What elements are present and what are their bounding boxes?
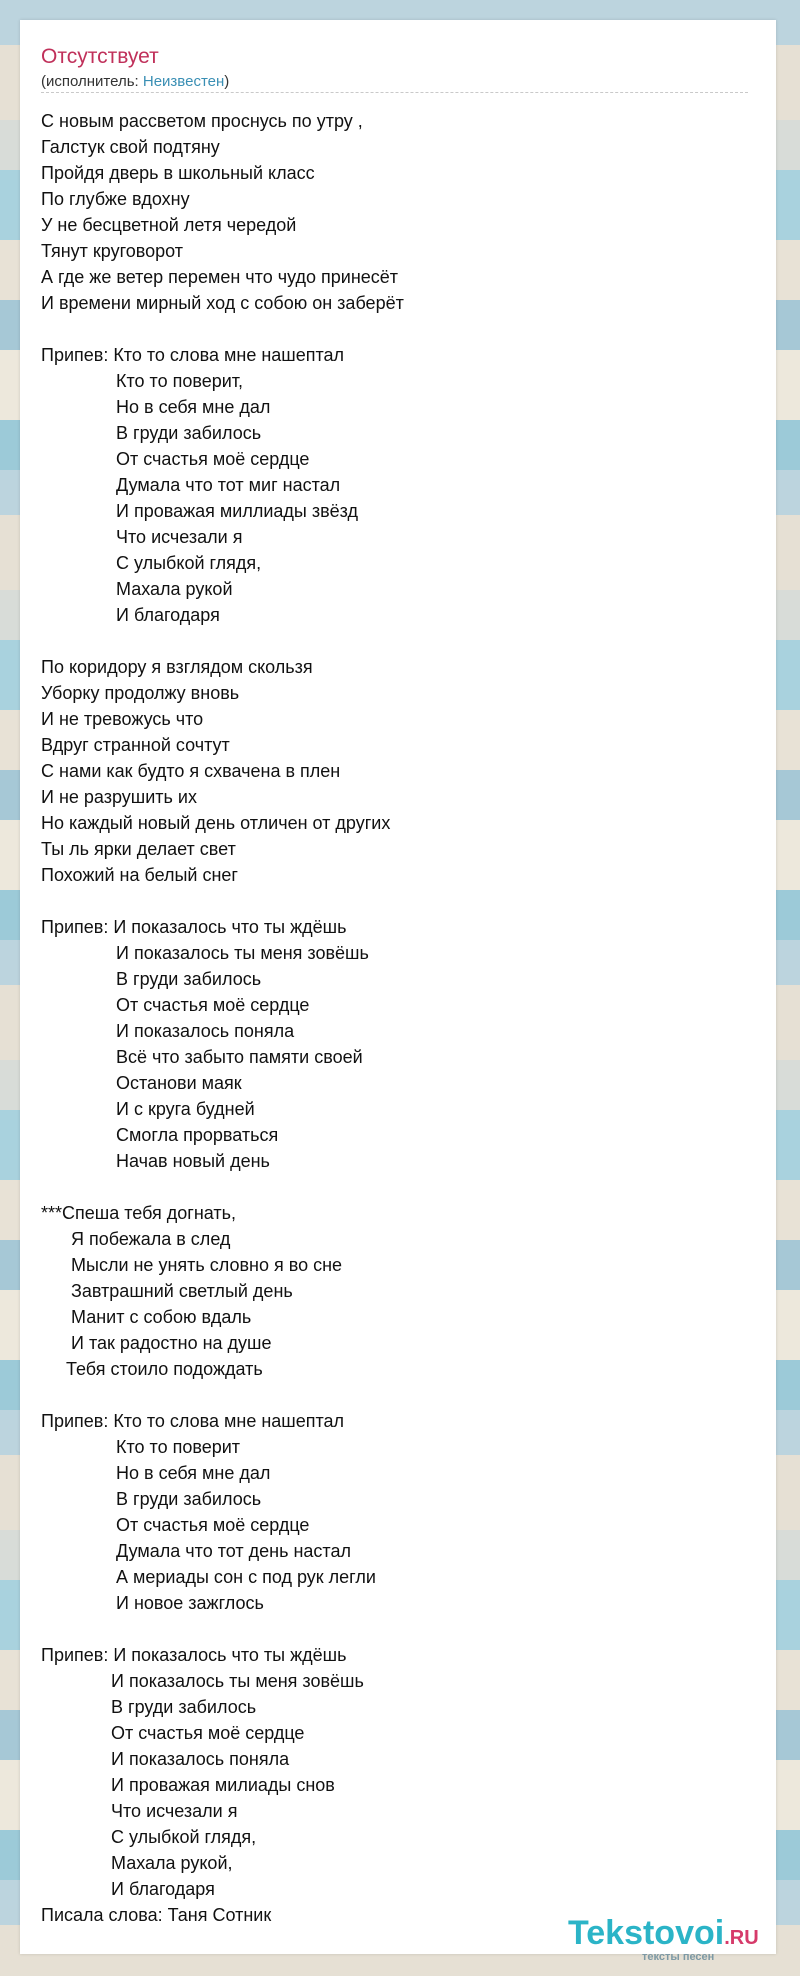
lyric-line: Припев: Кто то слова мне нашептал: [41, 1411, 345, 1431]
lyric-line: С нами как будто я схвачена в плен: [41, 761, 341, 781]
lyric-line: Я побежала в след: [41, 1229, 231, 1249]
artist-line: [41, 72, 229, 92]
lyric-line: Всё что забыто памяти своей: [41, 1047, 363, 1067]
lyric-line: У не бесцветной летя чередой: [41, 215, 297, 235]
lyric-line: И проважая милиады снов: [41, 1775, 335, 1795]
lyric-line: Тянут круговорот: [41, 241, 184, 261]
lyric-line: С новым рассветом проснусь по утру ,: [41, 111, 363, 131]
lyric-line: Уборку продолжу вновь: [41, 683, 240, 703]
lyric-line: И показалось ты меня зовёшь: [41, 943, 369, 963]
lyric-line: Мысли не унять словно я во сне: [41, 1255, 343, 1275]
song-title: Отсутствует: [41, 45, 159, 68]
lyric-line: Махала рукой,: [41, 1853, 233, 1873]
lyric-line: Пройдя дверь в школьный класс: [41, 163, 315, 183]
artist-link[interactable]: Неизвестен: [142, 73, 225, 90]
lyric-line: С улыбкой глядя,: [41, 553, 262, 573]
lyric-line: [41, 1616, 404, 1642]
lyric-line: От счастья моё сердце: [41, 995, 310, 1015]
lyric-line: Ты ль ярки делает свет: [41, 839, 236, 859]
lyric-line: А мериады сон с под рук легли: [41, 1567, 376, 1587]
lyric-line: Кто то поверит,: [41, 371, 244, 391]
lyric-line: Но в себя мне дал: [41, 1463, 271, 1483]
logo-main: Tekstovoi: [568, 1914, 725, 1952]
lyric-line: Писала слова: Таня Сотник: [41, 1905, 272, 1925]
lyric-line: Махала рукой: [41, 579, 233, 599]
lyric-line: Вдруг странной сочтут: [41, 735, 230, 755]
lyric-line: По глубже вдохну: [41, 189, 190, 209]
lyric-line: И не разрушить их: [41, 787, 197, 807]
lyric-line: И показалось ты меня зовёшь: [41, 1671, 364, 1691]
lyric-line: И благодаря: [41, 605, 220, 625]
lyric-line: ***Спеша тебя догнать,: [41, 1203, 236, 1223]
lyric-line: Галстук свой подтяну: [41, 137, 220, 157]
artist-prefix: (исполнитель:: [41, 73, 143, 90]
lyric-line: Думала что тот день настал: [41, 1541, 351, 1561]
lyric-line: В груди забилось: [41, 423, 262, 443]
lyric-line: И показалось поняла: [41, 1749, 290, 1769]
lyric-line: И благодаря: [41, 1879, 215, 1899]
lyric-line: Манит с собою вдаль: [41, 1307, 252, 1327]
lyric-line: Припев: И показалось что ты ждёшь: [41, 917, 347, 937]
lyric-line: [41, 888, 404, 914]
lyrics-panel: [20, 20, 776, 1963]
lyric-line: По коридору я взглядом скользя: [41, 657, 313, 677]
lyric-line: Но каждый новый день отличен от других: [41, 813, 391, 833]
lyric-line: [41, 628, 404, 654]
lyric-line: От счастья моё сердце: [41, 1723, 305, 1743]
lyric-line: И показалось поняла: [41, 1021, 295, 1041]
lyric-line: В груди забилось: [41, 969, 262, 989]
lyrics-text: [41, 108, 404, 1928]
lyric-line: В груди забилось: [41, 1697, 257, 1717]
lyric-line: От счастья моё сердце: [41, 449, 310, 469]
lyric-line: Но в себя мне дал: [41, 397, 271, 417]
lyric-line: Смогла прорваться: [41, 1125, 279, 1145]
lyric-line: В груди забилось: [41, 1489, 262, 1509]
lyric-line: А где же ветер перемен что чудо принесёт: [41, 267, 399, 287]
lyric-line: И с круга будней: [41, 1099, 255, 1119]
lyric-line: Припев: Кто то слова мне нашептал: [41, 345, 345, 365]
lyric-line: Останови маяк: [41, 1073, 242, 1093]
lyric-line: [41, 1382, 404, 1408]
lyric-line: Похожий на белый снег: [41, 865, 238, 885]
lyric-line: Начав новый день: [41, 1151, 270, 1171]
lyric-line: С улыбкой глядя,: [41, 1827, 257, 1847]
lyric-line: Что исчезали я: [41, 527, 243, 547]
lyric-line: Припев: И показалось что ты ждёшь: [41, 1645, 347, 1665]
artist-suffix: ): [224, 73, 230, 90]
lyric-line: Завтрашний светлый день: [41, 1281, 293, 1301]
lyric-line: И проважая миллиады звёзд: [41, 501, 359, 521]
lyric-line: И так радостно на душе: [41, 1333, 272, 1353]
lyric-line: И новое зажглось: [41, 1593, 264, 1613]
lyric-line: [41, 316, 404, 342]
lyric-line: И времени мирный ход с собою он заберёт: [41, 293, 404, 313]
logo-tld: .RU: [724, 1927, 759, 1949]
lyric-line: Кто то поверит: [41, 1437, 241, 1457]
lyric-line: От счастья моё сердце: [41, 1515, 310, 1535]
logo-tagline: тексты песен: [642, 1951, 715, 1963]
lyric-line: Что исчезали я: [41, 1801, 238, 1821]
lyric-line: И не тревожусь что: [41, 709, 204, 729]
lyric-line: [41, 1174, 404, 1200]
lyric-line: Тебя стоило подождать: [41, 1359, 263, 1379]
lyric-line: Думала что тот миг настал: [41, 475, 341, 495]
site-logo[interactable]: [568, 1915, 759, 1956]
title-divider: [41, 92, 748, 93]
